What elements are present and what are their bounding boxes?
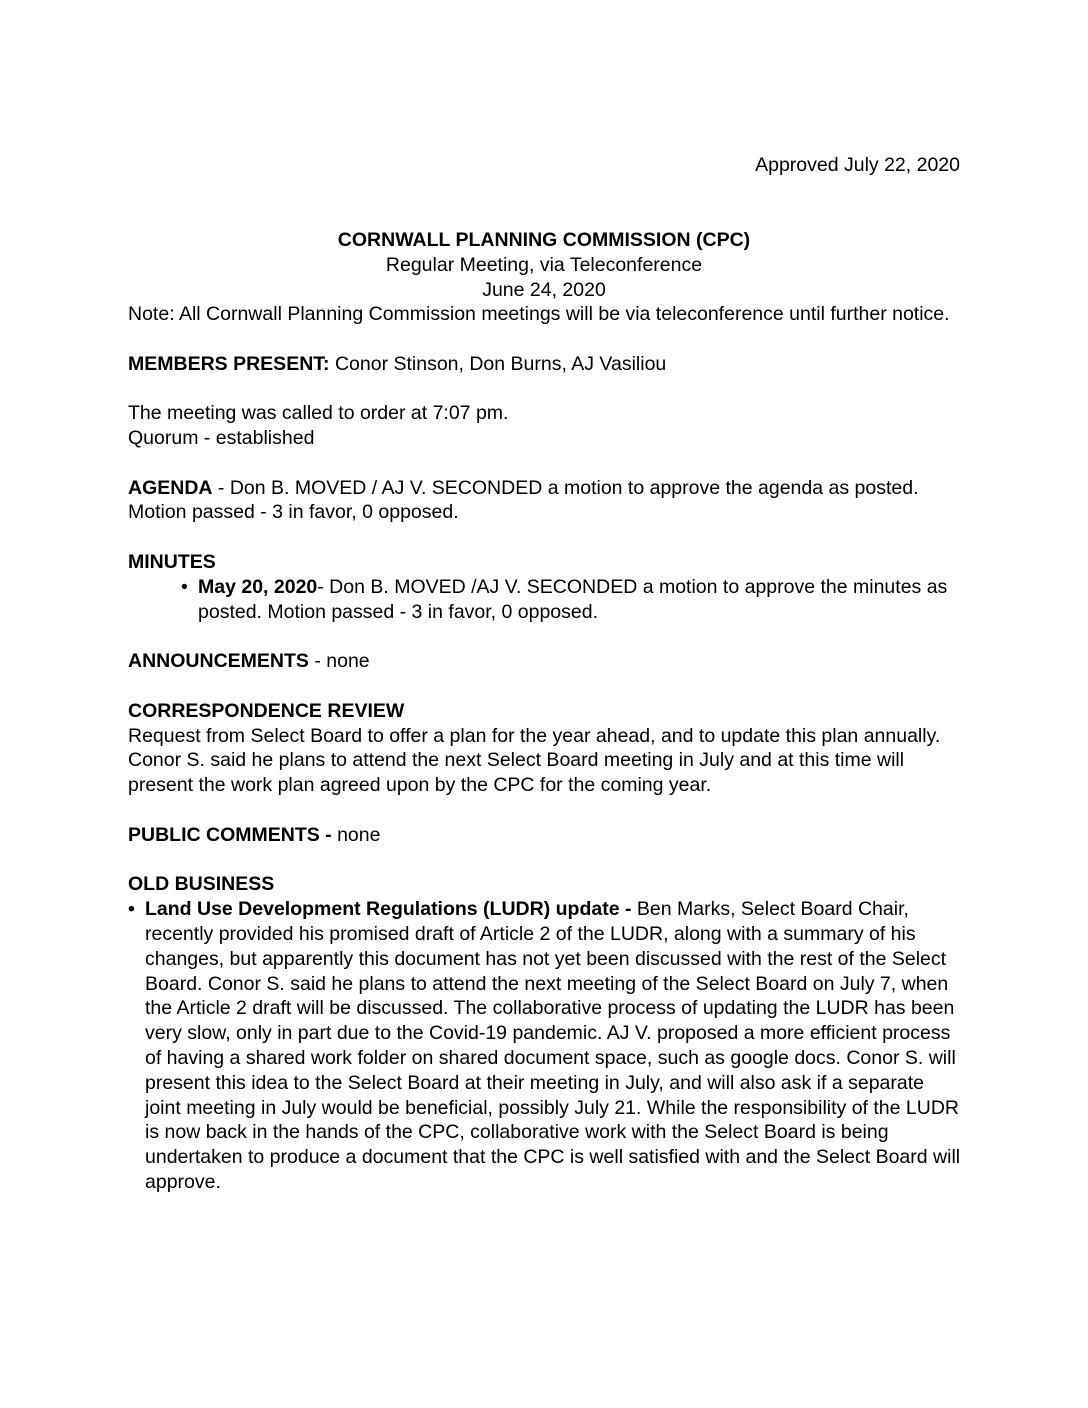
old-business-list [128, 897, 963, 1195]
members-present-list: Conor Stinson, Don Burns, AJ Vasiliou [329, 352, 667, 375]
list-item [128, 897, 963, 1195]
announcements-section [128, 649, 963, 674]
announcements-text: - none [308, 650, 370, 673]
minutes-heading: MINUTES [128, 550, 216, 573]
agenda-text: - Don B. MOVED / AJ V. SECONDED a motion to approve the agenda as posted. Motion passed - 3 in favor, 0 opposed. [128, 476, 919, 524]
meeting-type: Regular Meeting, via Teleconference [385, 253, 703, 276]
teleconference-note: Note: All Cornwall Planning Commission meetings will be via teleconference until further notice. [128, 303, 950, 325]
minutes-body [128, 302, 963, 1195]
agenda-label: AGENDA [128, 476, 213, 499]
members-present-label: MEMBERS PRESENT: [128, 352, 330, 375]
correspondence-heading: CORRESPONDENCE REVIEW [128, 699, 405, 722]
meeting-date: June 24, 2020 [482, 278, 606, 301]
correspondence-text: Request from Select Board to offer a plan for the year ahead, and to update this plan annually. Conor S. said he plans to attend the next Select Board meeting in July and at this time will present the work plan agreed upon by the CPC for the coming year. [128, 724, 941, 797]
call-to-order: The meeting was called to order at 7:07 pm. [128, 402, 509, 425]
minutes-item-date: May 20, 2020 [198, 575, 318, 598]
old-business-heading: OLD BUSINESS [128, 873, 275, 896]
old-business-item-title: Land Use Development Regulations (LUDR) update - [145, 898, 637, 921]
bullet-icon: • [128, 898, 135, 921]
minutes-item-text: - Don B. MOVED /AJ V. SECONDED a motion to approve the minutes as posted. Motion passed - 3 in favor, 0 opposed. [198, 575, 948, 623]
members-present-section [128, 352, 963, 377]
public-comments-text: none [331, 823, 381, 846]
quorum-status: Quorum - established [128, 426, 315, 449]
list-item [128, 575, 963, 625]
agenda-section [128, 476, 963, 526]
approval-note: Approved July 22, 2020 [755, 154, 960, 176]
public-comments-label: PUBLIC COMMENTS - [128, 823, 332, 846]
public-comments-section [128, 823, 963, 848]
minutes-list [128, 575, 963, 625]
bullet-icon: • [181, 575, 188, 598]
announcements-label: ANNOUNCEMENTS [128, 650, 309, 673]
old-business-item-text: Ben Marks, Select Board Chair, recently provided his promised draft of Article 2 of the LUDR, along with a summary of his changes, but apparently this document has not yet been discussed with the rest of the Select Board. Conor S. said he plans to attend the next meeting of the Select Board on July 7, when the Article 2 draft will be discussed. The collaborative process of updating the LUDR has been very slow, only in part due to the Covid-19 pandemic. AJ V. proposed a more efficient process of having a shared work folder on shared document space, such as google docs. Conor S. will present this idea to the Select Board at their meeting in July, and will also ask if a separate joint meeting in July would be beneficial, possibly July 21. While the responsibility of the LUDR is now back in the hands of the CPC, collaborative work with the Select Board is being undertaken to produce a document that the CPC is well satisfied with and the Select Board will approve. [145, 898, 961, 1193]
document-title: CORNWALL PLANNING COMMISSION (CPC) [337, 229, 751, 251]
document-header [128, 228, 960, 302]
